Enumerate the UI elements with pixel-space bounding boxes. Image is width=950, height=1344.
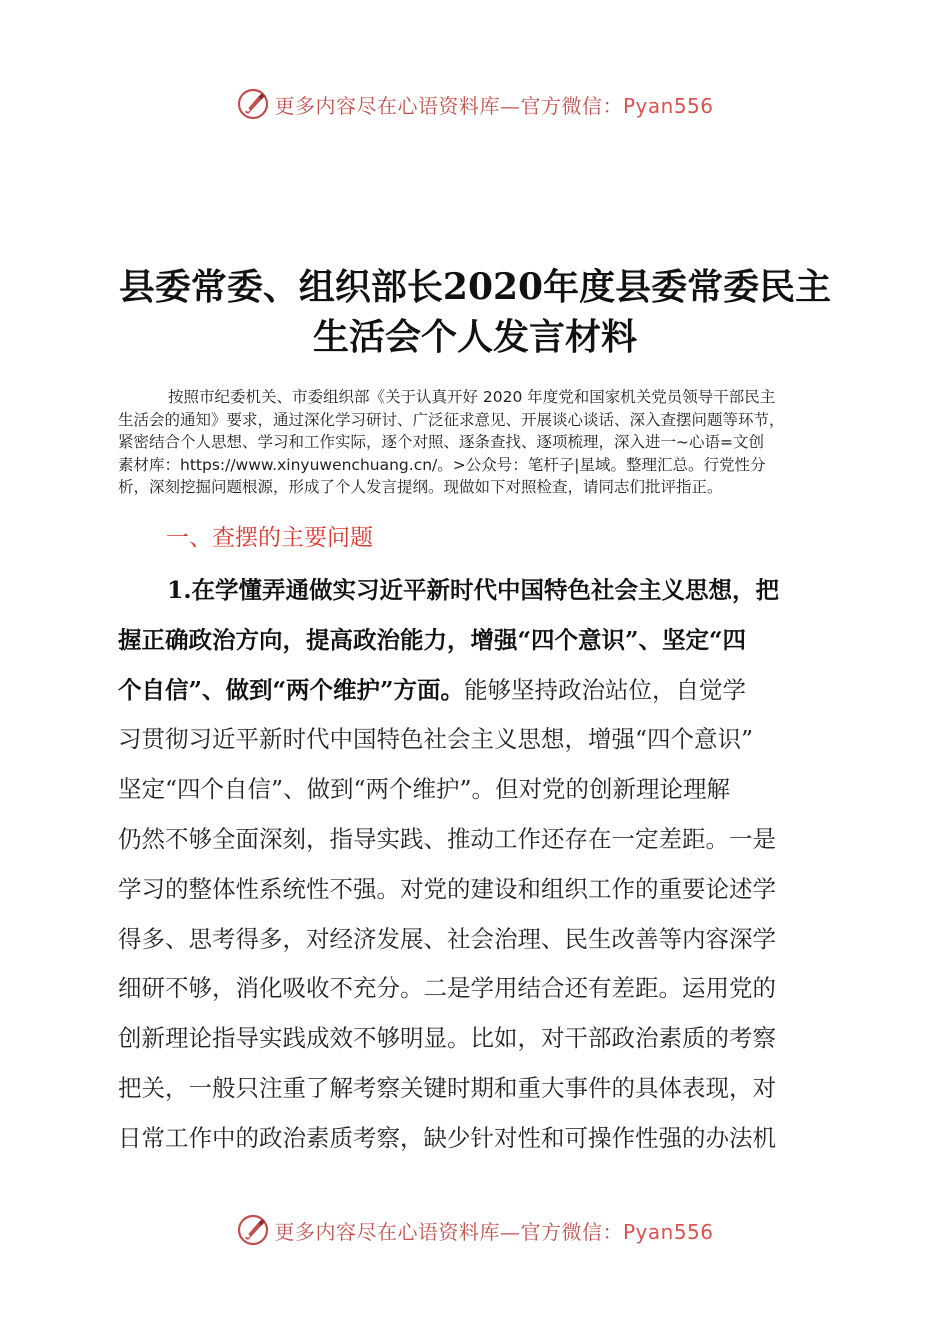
body-paragraph: [118, 566, 834, 1164]
body-line: 仍然不够全面深刻，指导实践、推动工作还存在一定差距。一是: [118, 824, 776, 853]
header-watermark: [0, 84, 950, 124]
watermark-text: 更多内容尽在心语资料库—官方微信：Pyan556: [274, 1219, 714, 1244]
body-line: 习贯彻习近平新时代中国特色社会主义思想，增强“四个意识”: [118, 725, 754, 754]
title-line-1: 县委常委、组织部长2020年度县委常委民主: [118, 266, 832, 308]
pen-nib-circle-icon: [236, 87, 270, 121]
body-line: [118, 616, 834, 666]
watermark-handle: Pyan556: [622, 93, 714, 118]
document-title: [60, 262, 890, 362]
watermark-text: 更多内容尽在心语资料库—官方微信：Pyan556: [274, 93, 714, 118]
bold-heading-text: 1.在学懂弄通做实习近平新时代中国特色社会主义思想，把: [167, 576, 780, 604]
body-line: 得多、思考得多，对经济发展、社会治理、民生改善等内容深学: [118, 924, 776, 953]
title-line-2: 生活会个人发言材料: [312, 316, 637, 358]
body-line: [118, 566, 834, 616]
body-line: 日常工作中的政治素质考察，缺少针对性和可操作性强的办法机: [118, 1123, 776, 1152]
body-line: [118, 666, 834, 716]
body-line: 创新理论指导实践成效不够明显。比如，对干部政治素质的考察: [118, 1024, 776, 1053]
intro-line: 素材库：https://www.xinyuwenchuang.cn/。>公众号：笔杆子|星域。整理汇总。行党性分: [118, 455, 766, 474]
intro-line: 紧密结合个人思想、学习和工作实际，逐个对照、逐条查找、逐项梳理，深入进一~心语=文创: [118, 433, 764, 451]
intro-line: 按照市纪委机关、市委组织部《关于认真开好 2020 年度党和国家机关党员领导干部民主: [168, 388, 776, 406]
bold-heading-text: 个自信”、做到“两个维护”方面。: [118, 675, 465, 704]
body-line: 细研不够，消化吸收不充分。二是学用结合还有差距。运用党的: [118, 974, 776, 1003]
footer-watermark: [0, 1210, 950, 1250]
body-line: 学习的整体性系统性不强。对党的建设和组织工作的重要论述学: [118, 874, 776, 903]
body-line: 坚定“四个自信”、做到“两个维护”。但对党的创新理论理解: [118, 775, 731, 804]
intro-paragraph: [118, 386, 834, 499]
body-line: 把关，一般只注重了解考察关键时期和重大事件的具体表现，对: [118, 1073, 776, 1102]
section-heading: 一、查摆的主要问题: [166, 525, 373, 551]
intro-line: 生活会的通知》要求，通过深化学习研讨、广泛征求意见、开展谈心谈话、深入查摆问题等环节，: [118, 410, 785, 429]
intro-line: 析，深刻挖掘问题根源，形成了个人发言提纲。现做如下对照检查，请同志们批评指正。: [118, 478, 723, 496]
bold-heading-text: 握正确政治方向，提高政治能力，增强“四个意识”、坚定“四: [118, 625, 747, 654]
body-text-run: 能够坚持政治站位，自觉学: [464, 675, 747, 704]
watermark-handle: Pyan556: [622, 1219, 714, 1244]
pen-nib-circle-icon: [236, 1213, 270, 1247]
